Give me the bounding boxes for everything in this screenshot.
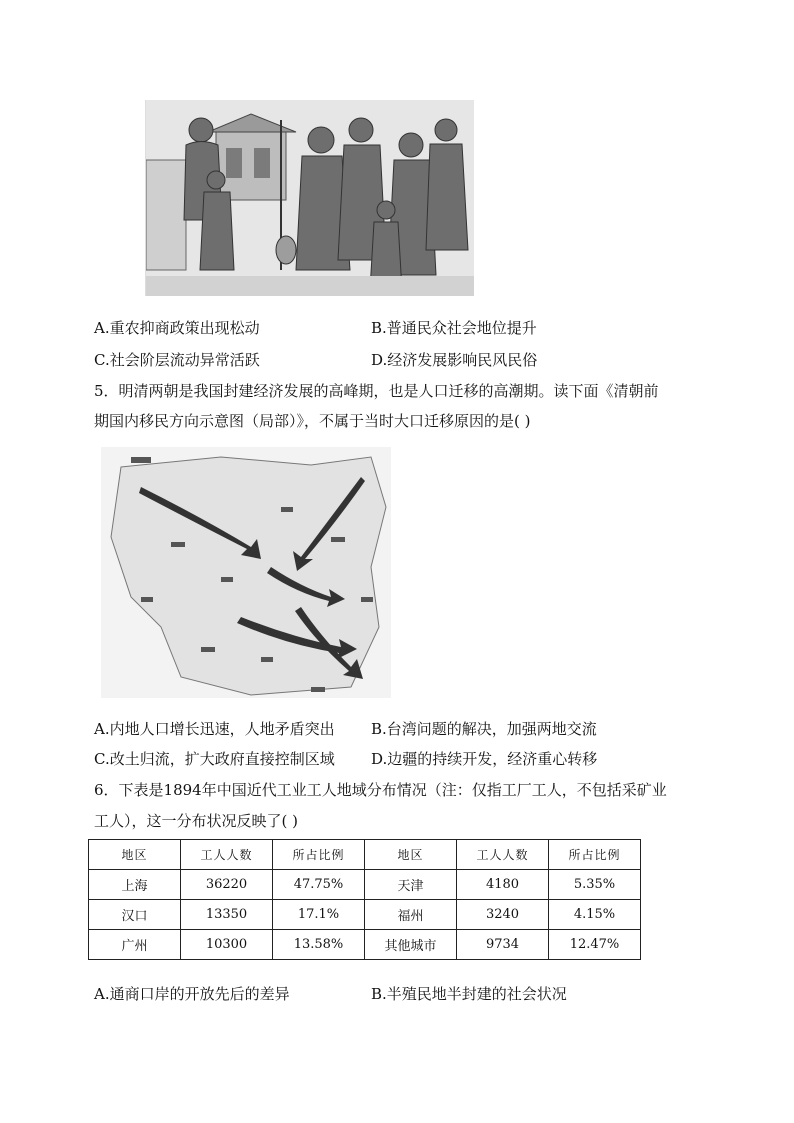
- table-header-cell: 所占比例: [549, 840, 641, 870]
- table-cell: 12.47%: [549, 930, 641, 960]
- q5-stem-line1: 5．明清两朝是我国封建经济发展的高峰期，也是人口迁移的高潮期。读下面《清朝前: [94, 382, 659, 400]
- q4-option-d[interactable]: D.经济发展影响民风民俗: [371, 351, 538, 369]
- table-header-cell: 所占比例: [273, 840, 365, 870]
- table-cell: 上海: [89, 870, 181, 900]
- q6-option-a[interactable]: A.通商口岸的开放先后的差异: [94, 985, 290, 1003]
- q5-option-b[interactable]: B.台湾问题的解决，加强两地交流: [371, 720, 597, 738]
- q5-option-d[interactable]: D.边疆的持续开发，经济重心转移: [371, 750, 598, 768]
- table-cell: 其他城市: [365, 930, 457, 960]
- table-cell: 福州: [365, 900, 457, 930]
- market-scene-illustration: [145, 100, 474, 296]
- worker-distribution-table: [88, 839, 641, 960]
- table-cell: 17.1%: [273, 900, 365, 930]
- table-header-cell: 地区: [365, 840, 457, 870]
- q4-option-a[interactable]: A.重农抑商政策出现松动: [94, 319, 260, 337]
- q5-option-c[interactable]: C.改土归流，扩大政府直接控制区域: [94, 750, 335, 768]
- q4-option-b[interactable]: B.普通民众社会地位提升: [371, 319, 537, 337]
- q5-option-a[interactable]: A.内地人口增长迅速，人地矛盾突出: [94, 720, 335, 738]
- table-header-cell: 工人人数: [181, 840, 273, 870]
- table-cell: 13.58%: [273, 930, 365, 960]
- table-row: [89, 930, 641, 960]
- table-header-cell: 工人人数: [457, 840, 549, 870]
- table-cell: 汉口: [89, 900, 181, 930]
- table-cell: 天津: [365, 870, 457, 900]
- table-header-cell: 地区: [89, 840, 181, 870]
- q5-stem-line2: 期国内移民方向示意图（局部）》，不属于当时大口迁移原因的是( ): [94, 412, 531, 430]
- q4-option-c[interactable]: C.社会阶层流动异常活跃: [94, 351, 260, 369]
- qing-migration-map: [101, 447, 391, 698]
- q6-stem-line1: 6．下表是1894年中国近代工业工人地域分布情况（注：仅指工厂工人，不包括采矿业: [94, 781, 667, 799]
- table-cell: 36220: [181, 870, 273, 900]
- table-header-row: [89, 840, 641, 870]
- table-cell: 5.35%: [549, 870, 641, 900]
- table-cell: 3240: [457, 900, 549, 930]
- table-row: [89, 900, 641, 930]
- q6-option-b[interactable]: B.半殖民地半封建的社会状况: [371, 985, 567, 1003]
- table-cell: 4180: [457, 870, 549, 900]
- table-cell: 13350: [181, 900, 273, 930]
- table-cell: 9734: [457, 930, 549, 960]
- q6-stem-line2: 工人），这一分布状况反映了( ): [94, 812, 298, 830]
- table-row: [89, 870, 641, 900]
- table-cell: 广州: [89, 930, 181, 960]
- table-cell: 4.15%: [549, 900, 641, 930]
- table-cell: 10300: [181, 930, 273, 960]
- table-cell: 47.75%: [273, 870, 365, 900]
